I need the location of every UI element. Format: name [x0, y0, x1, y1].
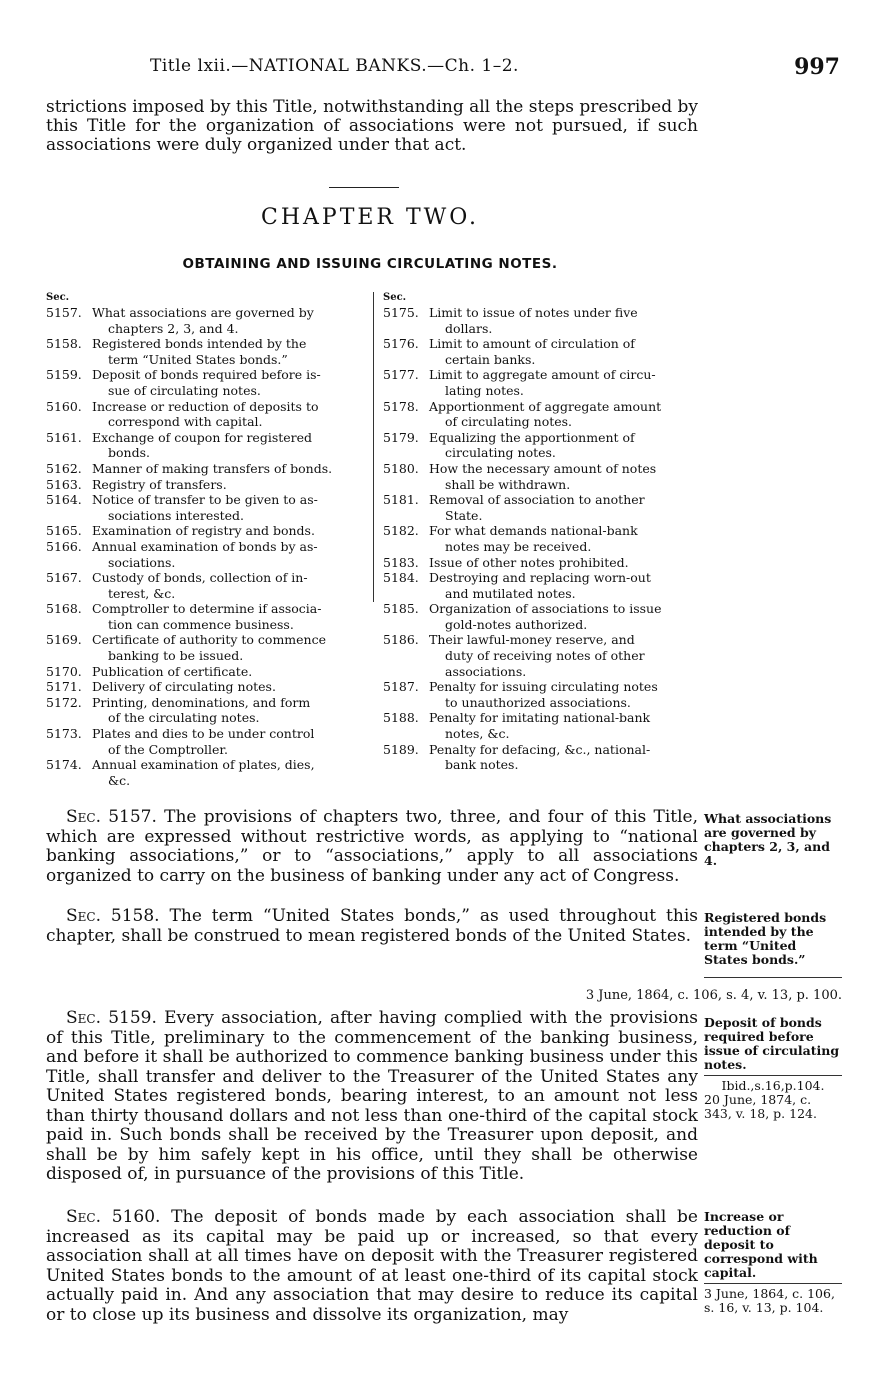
- toc-right-column: [383, 291, 701, 773]
- toc-title-line: Equalizing the apportionment of: [429, 429, 635, 445]
- toc-section-title: [92, 305, 366, 336]
- toc-entry: [46, 726, 366, 757]
- toc-title-line: For what demands national-bank: [429, 523, 638, 539]
- toc-title-line: State.: [445, 507, 483, 523]
- toc-section-number: 5175.: [383, 305, 419, 320]
- toc-title-line: Delivery of circulating notes.: [92, 679, 276, 695]
- section-5159: [46, 1009, 698, 1185]
- toc-entry: [46, 679, 366, 695]
- toc-section-number: 5188.: [383, 710, 419, 726]
- toc-title-line: banking to be issued.: [108, 648, 244, 664]
- toc-section-title: [429, 601, 701, 632]
- toc-title-line: Manner of making transfers of bonds.: [92, 460, 333, 476]
- toc-entry: [46, 664, 366, 680]
- toc-section-title: [429, 555, 701, 571]
- toc-title-line: associations.: [445, 663, 527, 679]
- toc-left-column: [46, 291, 366, 788]
- toc-title-line: Deposit of bonds required before is-: [92, 367, 321, 383]
- section-label: Sec. 5160.: [66, 1207, 161, 1227]
- toc-section-title: [92, 430, 366, 461]
- section-text: Every association, after having complied with the provisions of this Title, preliminary to the commencement of the banking business, and before it shall be authorized to commence banking business under this Title, shall transfer and deliver to the Treasurer of the United States any United States registered bonds, bearing interest, to an amount not less than thirty thousand dollars and not less than one-third of the capital stock paid in. Such bonds shall be received by the Treasurer upon deposit, and shall be by him safely kept in his office, until they shall be otherwise disposed of, in pursuance of the provisions of this Title.: [46, 1008, 699, 1184]
- toc-section-title: [429, 492, 701, 523]
- toc-section-number: 5171.: [46, 679, 82, 695]
- toc-section-number: 5176.: [383, 336, 419, 352]
- section-text: The deposit of bonds made by each association shall be increased as its capital may be paid up or increased, so that every association shall at all times have on deposit with the Treasurer registered United States bonds to the amount of at least one-third of its capital stock actually paid in. And any association that may desire to reduce its capital or to close up its business and dissolve its organization, may: [46, 1207, 698, 1325]
- toc-section-title: [92, 477, 366, 493]
- toc-title-line: Registry of transfers.: [92, 476, 227, 492]
- section-label: Sec. 5159.: [66, 1008, 157, 1028]
- toc-section-title: [429, 399, 701, 430]
- margin-rule: [704, 977, 842, 978]
- toc-section-title: [92, 461, 366, 477]
- toc-title-line: Custody of bonds, collection of in-: [92, 570, 308, 586]
- toc-title-line: Penalty for imitating national-bank: [429, 710, 651, 726]
- toc-title-line: and mutilated notes.: [445, 585, 576, 601]
- toc-section-title: [429, 336, 701, 367]
- toc-title-line: Comptroller to determine if associa-: [92, 601, 322, 617]
- toc-title-line: circulating notes.: [445, 445, 556, 461]
- margin-rule: [704, 1283, 842, 1284]
- toc-section-number: 5164.: [46, 492, 82, 508]
- toc-section-number: 5189.: [383, 741, 419, 757]
- toc-section-title: [429, 305, 701, 336]
- toc-section-number: 5167.: [46, 570, 82, 586]
- toc-title-line: of the circulating notes.: [108, 710, 260, 726]
- intro-paragraph: strictions imposed by this Title, notwithstanding all the steps prescribed by this Title for the organization of associations were not pursued, if such associations were duly organized under that act.: [46, 97, 698, 155]
- toc-section-title: [92, 523, 366, 539]
- toc-title-line: bank notes.: [445, 757, 519, 773]
- toc-section-title: [429, 742, 701, 773]
- toc-section-title: [429, 461, 701, 492]
- margin-citation: 20 June, 1874, c. 343, v. 18, p. 124.: [704, 1092, 817, 1121]
- toc-title-line: dollars.: [445, 320, 493, 336]
- toc-section-title: [429, 523, 701, 554]
- toc-title-line: Penalty for defacing, &c., national-: [429, 741, 651, 757]
- toc-title-line: of circulating notes.: [445, 414, 573, 430]
- toc-title-line: Registered bonds intended by the: [92, 336, 307, 352]
- margin-note-5160: [704, 1210, 842, 1315]
- toc-section-number: 5165.: [46, 523, 82, 539]
- toc-title-line: notes, &c.: [445, 726, 510, 742]
- toc-title-line: Their lawful-money reserve, and: [429, 632, 635, 648]
- toc-section-title: [429, 679, 701, 710]
- toc-section-number: 5158.: [46, 336, 82, 352]
- toc-title-line: terest, &c.: [108, 585, 176, 601]
- toc-section-number: 5180.: [383, 460, 419, 476]
- toc-section-title: [92, 664, 366, 680]
- toc-entry: [46, 539, 366, 570]
- toc-title-line: bonds.: [108, 445, 150, 461]
- toc-title-line: Increase or reduction of deposits to: [92, 398, 319, 414]
- section-text: The provisions of chapters two, three, and four of this Title, which are expressed without restrictive words, as applying to “national banking associations,” or to “associations,” apply to all associations organized to carry on the business of banking under any act of Congress.: [46, 807, 699, 886]
- toc-section-number: 5162.: [46, 460, 82, 476]
- toc-title-line: Limit to aggregate amount of circu-: [429, 367, 656, 383]
- toc-title-line: notes may be received.: [445, 538, 592, 554]
- toc-section-title: [92, 336, 366, 367]
- toc-section-title: [429, 632, 701, 679]
- toc-entry: [383, 523, 701, 554]
- toc-entry: [46, 477, 366, 493]
- toc-entry: [383, 570, 701, 601]
- toc-entry: [46, 523, 366, 539]
- margin-note-text: Deposit of bonds required before issue of circulating notes.: [704, 1015, 840, 1072]
- toc-entry: [46, 695, 366, 726]
- toc-title-line: How the necessary amount of notes: [429, 460, 657, 476]
- toc-title-line: tion can commence business.: [108, 616, 294, 632]
- toc-section-title: [92, 601, 366, 632]
- toc-entry: [46, 336, 366, 367]
- toc-title-line: Annual examination of plates, dies,: [92, 757, 315, 773]
- toc-entry: [46, 632, 366, 663]
- margin-note-5158: Registered bonds intended by the term “United States bonds.”: [704, 910, 827, 967]
- toc-entry: [46, 492, 366, 523]
- page-header: [150, 54, 840, 80]
- toc-section-number: 5185.: [383, 601, 419, 617]
- toc-section-number: 5184.: [383, 570, 419, 586]
- toc-entry: [383, 461, 701, 492]
- toc-section-number: 5186.: [383, 632, 419, 648]
- toc-section-number: 5177.: [383, 367, 419, 383]
- page-number: 997: [794, 54, 840, 80]
- section-label: Sec. 5157.: [66, 807, 157, 827]
- toc-entry: [383, 601, 701, 632]
- toc-section-title: [429, 710, 701, 741]
- margin-citation: Ibid.,s.16,p.104.: [721, 1078, 825, 1093]
- margin-note-5159: [704, 1016, 842, 1121]
- toc-title-line: Penalty for issuing circulating notes: [429, 679, 658, 695]
- toc-title-line: Plates and dies to be under control: [92, 726, 315, 742]
- toc-section-number: 5159.: [46, 367, 82, 383]
- margin-rule: [704, 1075, 842, 1076]
- toc-entry: [46, 305, 366, 336]
- toc-entry: [46, 601, 366, 632]
- toc-title-line: Annual examination of bonds by as-: [92, 538, 318, 554]
- toc-title-line: Examination of registry and bonds.: [92, 523, 315, 539]
- toc-section-title: [92, 695, 366, 726]
- toc-title-line: Organization of associations to issue: [429, 601, 662, 617]
- toc-section-title: [92, 492, 366, 523]
- toc-title-line: sociations interested.: [108, 507, 245, 523]
- margin-citation: 3 June, 1864, c. 106, s. 16, v. 13, p. 104.: [704, 1286, 835, 1315]
- toc-section-title: [92, 539, 366, 570]
- toc-sec-label: Sec.: [46, 292, 70, 303]
- toc-entry: [383, 399, 701, 430]
- toc-title-line: sociations.: [108, 554, 176, 570]
- toc-column-divider: [373, 292, 374, 602]
- toc-entry: [383, 742, 701, 773]
- toc-title-line: Limit to amount of circulation of: [429, 336, 635, 352]
- toc-section-title: [92, 679, 366, 695]
- toc-title-line: Certificate of authority to commence: [92, 632, 327, 648]
- toc-title-line: term “United States bonds.”: [108, 351, 288, 367]
- toc-entry: [383, 305, 701, 336]
- toc-section-title: [429, 570, 701, 601]
- toc-section-title: [92, 757, 366, 788]
- toc-section-title: [429, 367, 701, 398]
- toc-title-line: Printing, denominations, and form: [92, 694, 311, 710]
- toc-title-line: &c.: [108, 772, 131, 788]
- toc-section-number: 5160.: [46, 398, 82, 414]
- toc-section-number: 5179.: [383, 429, 419, 445]
- section-text: The term “United States bonds,” as used throughout this chapter, shall be construed to mean registered bonds of the United States.: [46, 906, 698, 946]
- toc-entry: [383, 679, 701, 710]
- toc-title-line: Destroying and replacing worn-out: [429, 570, 651, 586]
- toc-title-line: Apportionment of aggregate amount: [429, 398, 662, 414]
- section-5160: [46, 1208, 698, 1325]
- chapter-subtitle: OBTAINING AND ISSUING CIRCULATING NOTES.: [182, 256, 558, 272]
- section-5157: [46, 808, 698, 886]
- section-5158: [46, 907, 698, 946]
- toc-section-number: 5169.: [46, 632, 82, 648]
- toc-section-number: 5172.: [46, 694, 82, 710]
- chapter-heading: CHAPTER TWO.: [260, 205, 480, 230]
- toc-title-line: Publication of certificate.: [92, 663, 253, 679]
- toc-title-line: Notice of transfer to be given to as-: [92, 492, 318, 508]
- margin-note-5157: What associations are governed by chapters 2, 3, and 4.: [704, 811, 832, 868]
- toc-title-line: Exchange of coupon for registered: [92, 429, 313, 445]
- toc-title-line: sue of circulating notes.: [108, 382, 261, 398]
- toc-section-number: 5166.: [46, 538, 82, 554]
- toc-section-number: 5157.: [46, 305, 82, 320]
- toc-entry: [383, 367, 701, 398]
- citation-line: 3 June, 1864, c. 106, s. 4, v. 13, p. 100.: [585, 988, 842, 1003]
- toc-title-line: gold-notes authorized.: [445, 616, 588, 632]
- toc-title-line: shall be withdrawn.: [445, 476, 571, 492]
- toc-entry: [383, 336, 701, 367]
- toc-entry: [46, 399, 366, 430]
- toc-section-number: 5170.: [46, 663, 82, 679]
- toc-entry: [383, 710, 701, 741]
- toc-title-line: Issue of other notes prohibited.: [429, 554, 629, 570]
- toc-entry: [383, 632, 701, 679]
- toc-section-number: 5174.: [46, 757, 82, 773]
- toc-entry: [46, 367, 366, 398]
- section-divider-rule: [329, 187, 399, 188]
- toc-section-number: 5163.: [46, 476, 82, 492]
- toc-section-title: [429, 430, 701, 461]
- toc-entry: [46, 430, 366, 461]
- toc-section-number: 5183.: [383, 554, 419, 570]
- toc-section-number: 5187.: [383, 679, 419, 695]
- toc-entry: [383, 555, 701, 571]
- toc-title-line: duty of receiving notes of other: [445, 648, 645, 664]
- toc-title-line: Removal of association to another: [429, 492, 645, 508]
- toc-section-number: 5178.: [383, 398, 419, 414]
- section-label: Sec. 5158.: [66, 906, 160, 926]
- toc-title-line: lating notes.: [445, 382, 524, 398]
- toc-section-title: [92, 570, 366, 601]
- toc-title-line: certain banks.: [445, 351, 536, 367]
- toc-section-number: 5168.: [46, 601, 82, 617]
- toc-section-number: 5161.: [46, 429, 82, 445]
- toc-entry: [46, 461, 366, 477]
- toc-section-title: [92, 632, 366, 663]
- toc-title-line: What associations are governed by: [92, 305, 314, 320]
- toc-section-number: 5182.: [383, 523, 419, 539]
- toc-section-number: 5173.: [46, 726, 82, 742]
- toc-section-title: [92, 367, 366, 398]
- toc-title-line: to unauthorized associations.: [445, 694, 631, 710]
- toc-title-line: Limit to issue of notes under five: [429, 305, 638, 320]
- toc-entry: [383, 492, 701, 523]
- toc-section-number: 5181.: [383, 492, 419, 508]
- running-title: Title lxii.—NATIONAL BANKS.—Ch. 1–2.: [150, 56, 519, 76]
- toc-section-title: [92, 399, 366, 430]
- toc-title-line: chapters 2, 3, and 4.: [108, 320, 239, 336]
- margin-note-text: Increase or reduction of deposit to correspond with capital.: [704, 1209, 818, 1280]
- toc-section-title: [92, 726, 366, 757]
- toc-title-line: of the Comptroller.: [108, 741, 229, 757]
- toc-title-line: correspond with capital.: [108, 414, 263, 430]
- toc-entry: [383, 430, 701, 461]
- toc-entry: [46, 570, 366, 601]
- toc-sec-label: Sec.: [383, 292, 407, 303]
- toc-entry: [46, 757, 366, 788]
